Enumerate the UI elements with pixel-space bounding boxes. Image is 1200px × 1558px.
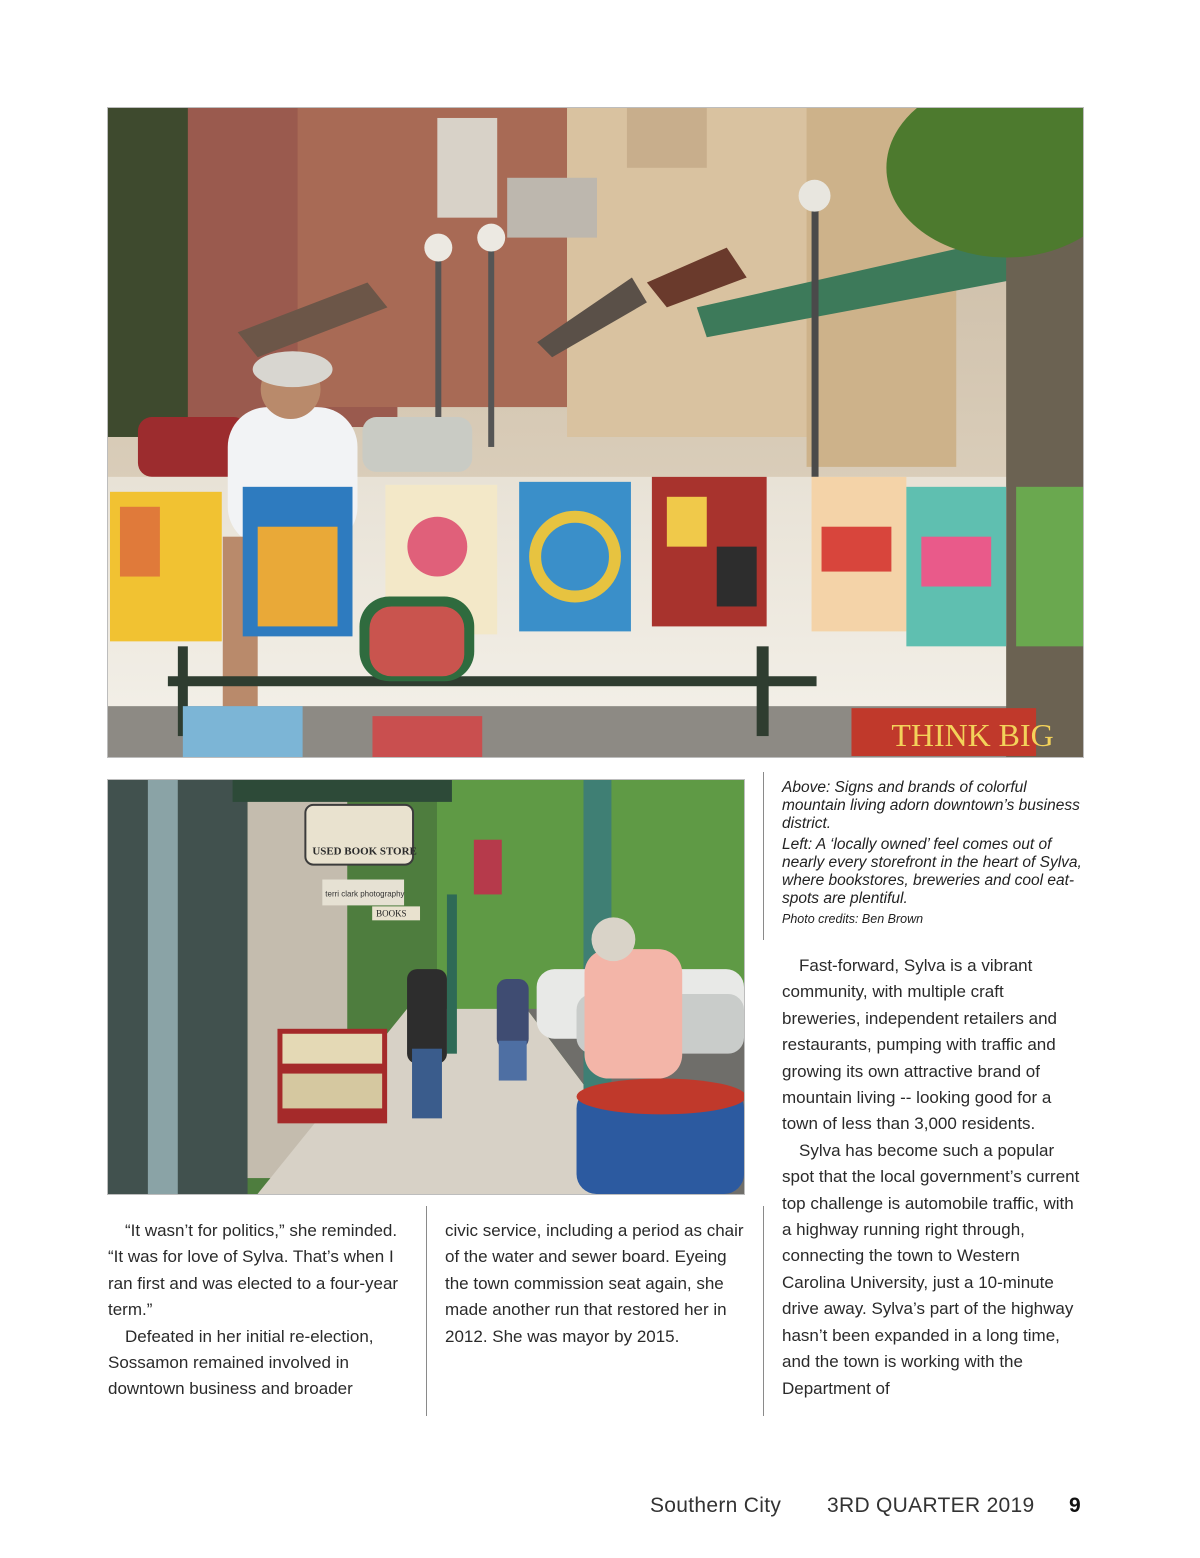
caption-left: Left: A ‘locally owned’ feel comes out of nearly every storefront in the heart of Sylva, where bookstores, breweries and cool eat-spots are plentiful. bbox=[782, 836, 1082, 907]
books-sign-text: BOOKS bbox=[376, 908, 407, 919]
article-column-3 bbox=[782, 953, 1084, 1402]
paragraph: Fast-forward, Sylva is a vibrant community, with multiple craft breweries, independent retailers and restaurants, pumping with traffic and growing its own attractive brand of mountain living -- looking good for a town of less than 3,000 residents. bbox=[782, 956, 1058, 1134]
think-big-sign-text: THINK BIG bbox=[891, 718, 1054, 754]
paragraph: Sylva has become such a popular spot that the local government’s current top challenge is automobile traffic, with a highway running right through, connecting the town to Western Carolina University, just a 10-minute drive away. Sylva’s part of the highway hasn’t been expanded in a long time, and the town is working with the Department of bbox=[782, 1140, 1080, 1398]
issue-label: 3RD QUARTER 2019 bbox=[827, 1494, 1035, 1517]
photo-bookstore-sidewalk-image bbox=[108, 780, 744, 1194]
photo-caption bbox=[782, 779, 1082, 930]
photography-sign-text: terri clark photography bbox=[325, 889, 405, 899]
photo-downtown-flags-image bbox=[108, 108, 1083, 757]
page-number: 9 bbox=[1069, 1494, 1081, 1517]
article-column-2 bbox=[445, 1218, 745, 1350]
used-book-store-sign-text: USED BOOK STORE bbox=[312, 845, 417, 858]
paragraph: “It wasn’t for politics,” she reminded. “It was for love of Sylva. That’s when I ran first and was elected to a four-year term.” bbox=[108, 1221, 399, 1320]
photo-credit: Photo credits: Ben Brown bbox=[782, 912, 924, 926]
photo-bookstore-sidewalk bbox=[107, 779, 745, 1195]
caption-above: Above: Signs and brands of colorful mountain living adorn downtown’s business district. bbox=[782, 779, 1080, 832]
paragraph: Defeated in her initial re-election, Sossamon remained involved in downtown business and broader bbox=[108, 1326, 374, 1399]
publication-name: Southern City bbox=[650, 1494, 782, 1517]
column-divider bbox=[763, 1206, 764, 1416]
article-column-1 bbox=[108, 1218, 408, 1403]
photo-downtown-flags bbox=[107, 107, 1084, 758]
column-divider bbox=[426, 1206, 427, 1416]
caption-rule bbox=[763, 772, 764, 940]
paragraph: civic service, including a period as chair of the water and sewer board. Eyeing the town commission seat again, she made another run that restored her in 2012. She was mayor by 2015. bbox=[445, 1221, 744, 1346]
